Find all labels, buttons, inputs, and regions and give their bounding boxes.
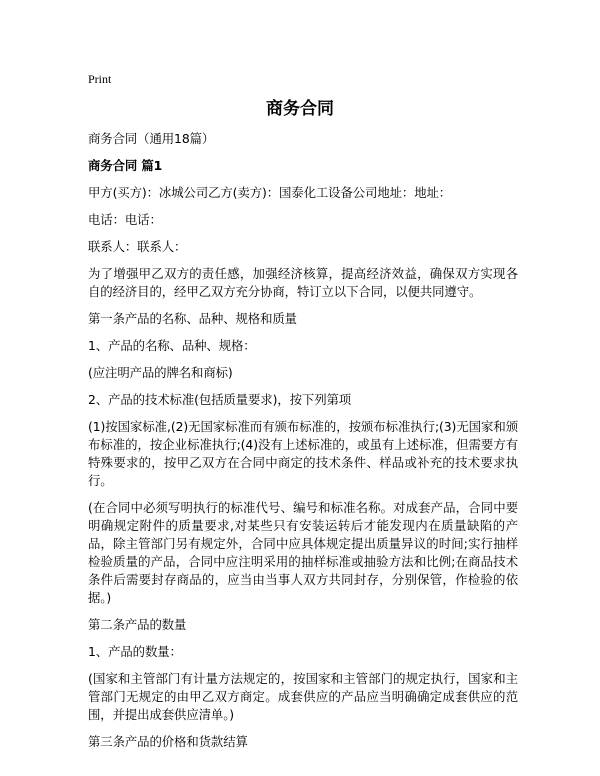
article-1-note-2: (在合同中必须写明执行的标准代号、编号和标准名称。对成套产品，合同中要明确规定附件的质量要求,对某些只有安装运转后才能发现内在质量缺陷的产品，除主管部门另有规定外，合同中应具体规定提出质量异议的时间;实行抽样检验质量的产品，合同中应注明采用的抽样标准或抽验方法和比例;在商品技术条件后需要封存商品的，应当由当事人双方共同封存，分别保管，作检验的依据。): [88, 500, 518, 605]
document-body: [88, 130, 518, 760]
article-3-title: 第三条产品的价格和货款结算: [88, 734, 248, 749]
article-1-note-1: (应注明产品的牌名和商标): [88, 365, 233, 380]
paragraph-contact: 联系人：联系人：: [88, 239, 187, 254]
article-1-title: 第一条产品的名称、品种、规格和质量: [88, 311, 297, 326]
document-title: 商务合同: [266, 99, 334, 119]
article-2-title: 第二条产品的数量: [88, 617, 187, 632]
paragraph-preamble: 为了增强甲乙双方的责任感，加强经济核算，提高经济效益，确保双方实现各自的经济目的，经甲乙双方充分协商，特订立以下合同，以便共同遵守。: [88, 266, 518, 299]
article-1-item-2: 2、产品的技术标准(包括质量要求)，按下列第项: [88, 392, 352, 407]
section-heading: 商务合同 篇1: [88, 158, 163, 173]
article-2-note: (国家和主管部门有计量方法规定的，按国家和主管部门的规定执行，国家和主管部门无规定的由甲乙双方商定。成套供应的产品应当明确确定成套供应的范围，并提出成套供应清单。): [88, 671, 518, 722]
article-2-item-1: 1、产品的数量：: [88, 644, 182, 659]
paragraph-parties: 甲方(买方)：冰城公司乙方(卖方)：国泰化工设备公司地址：地址：: [88, 185, 452, 200]
document-subtitle: 商务合同（通用18篇）: [88, 131, 215, 146]
print-link[interactable]: Print: [88, 72, 112, 86]
article-1-item-1: 1、产品的名称、品种、规格：: [88, 338, 256, 353]
paragraph-phone: 电话：电话：: [88, 212, 162, 227]
article-1-standards: (1)按国家标准,(2)无国家标准而有颁布标准的，按颁布标准执行;(3)无国家和颁布标准的，按企业标准执行;(4)没有上述标准的，或虽有上述标准，但需要方有特殊要求的，按甲乙双方在合同中商定的技术条件、样品或补充的技术要求执行。: [88, 419, 518, 488]
